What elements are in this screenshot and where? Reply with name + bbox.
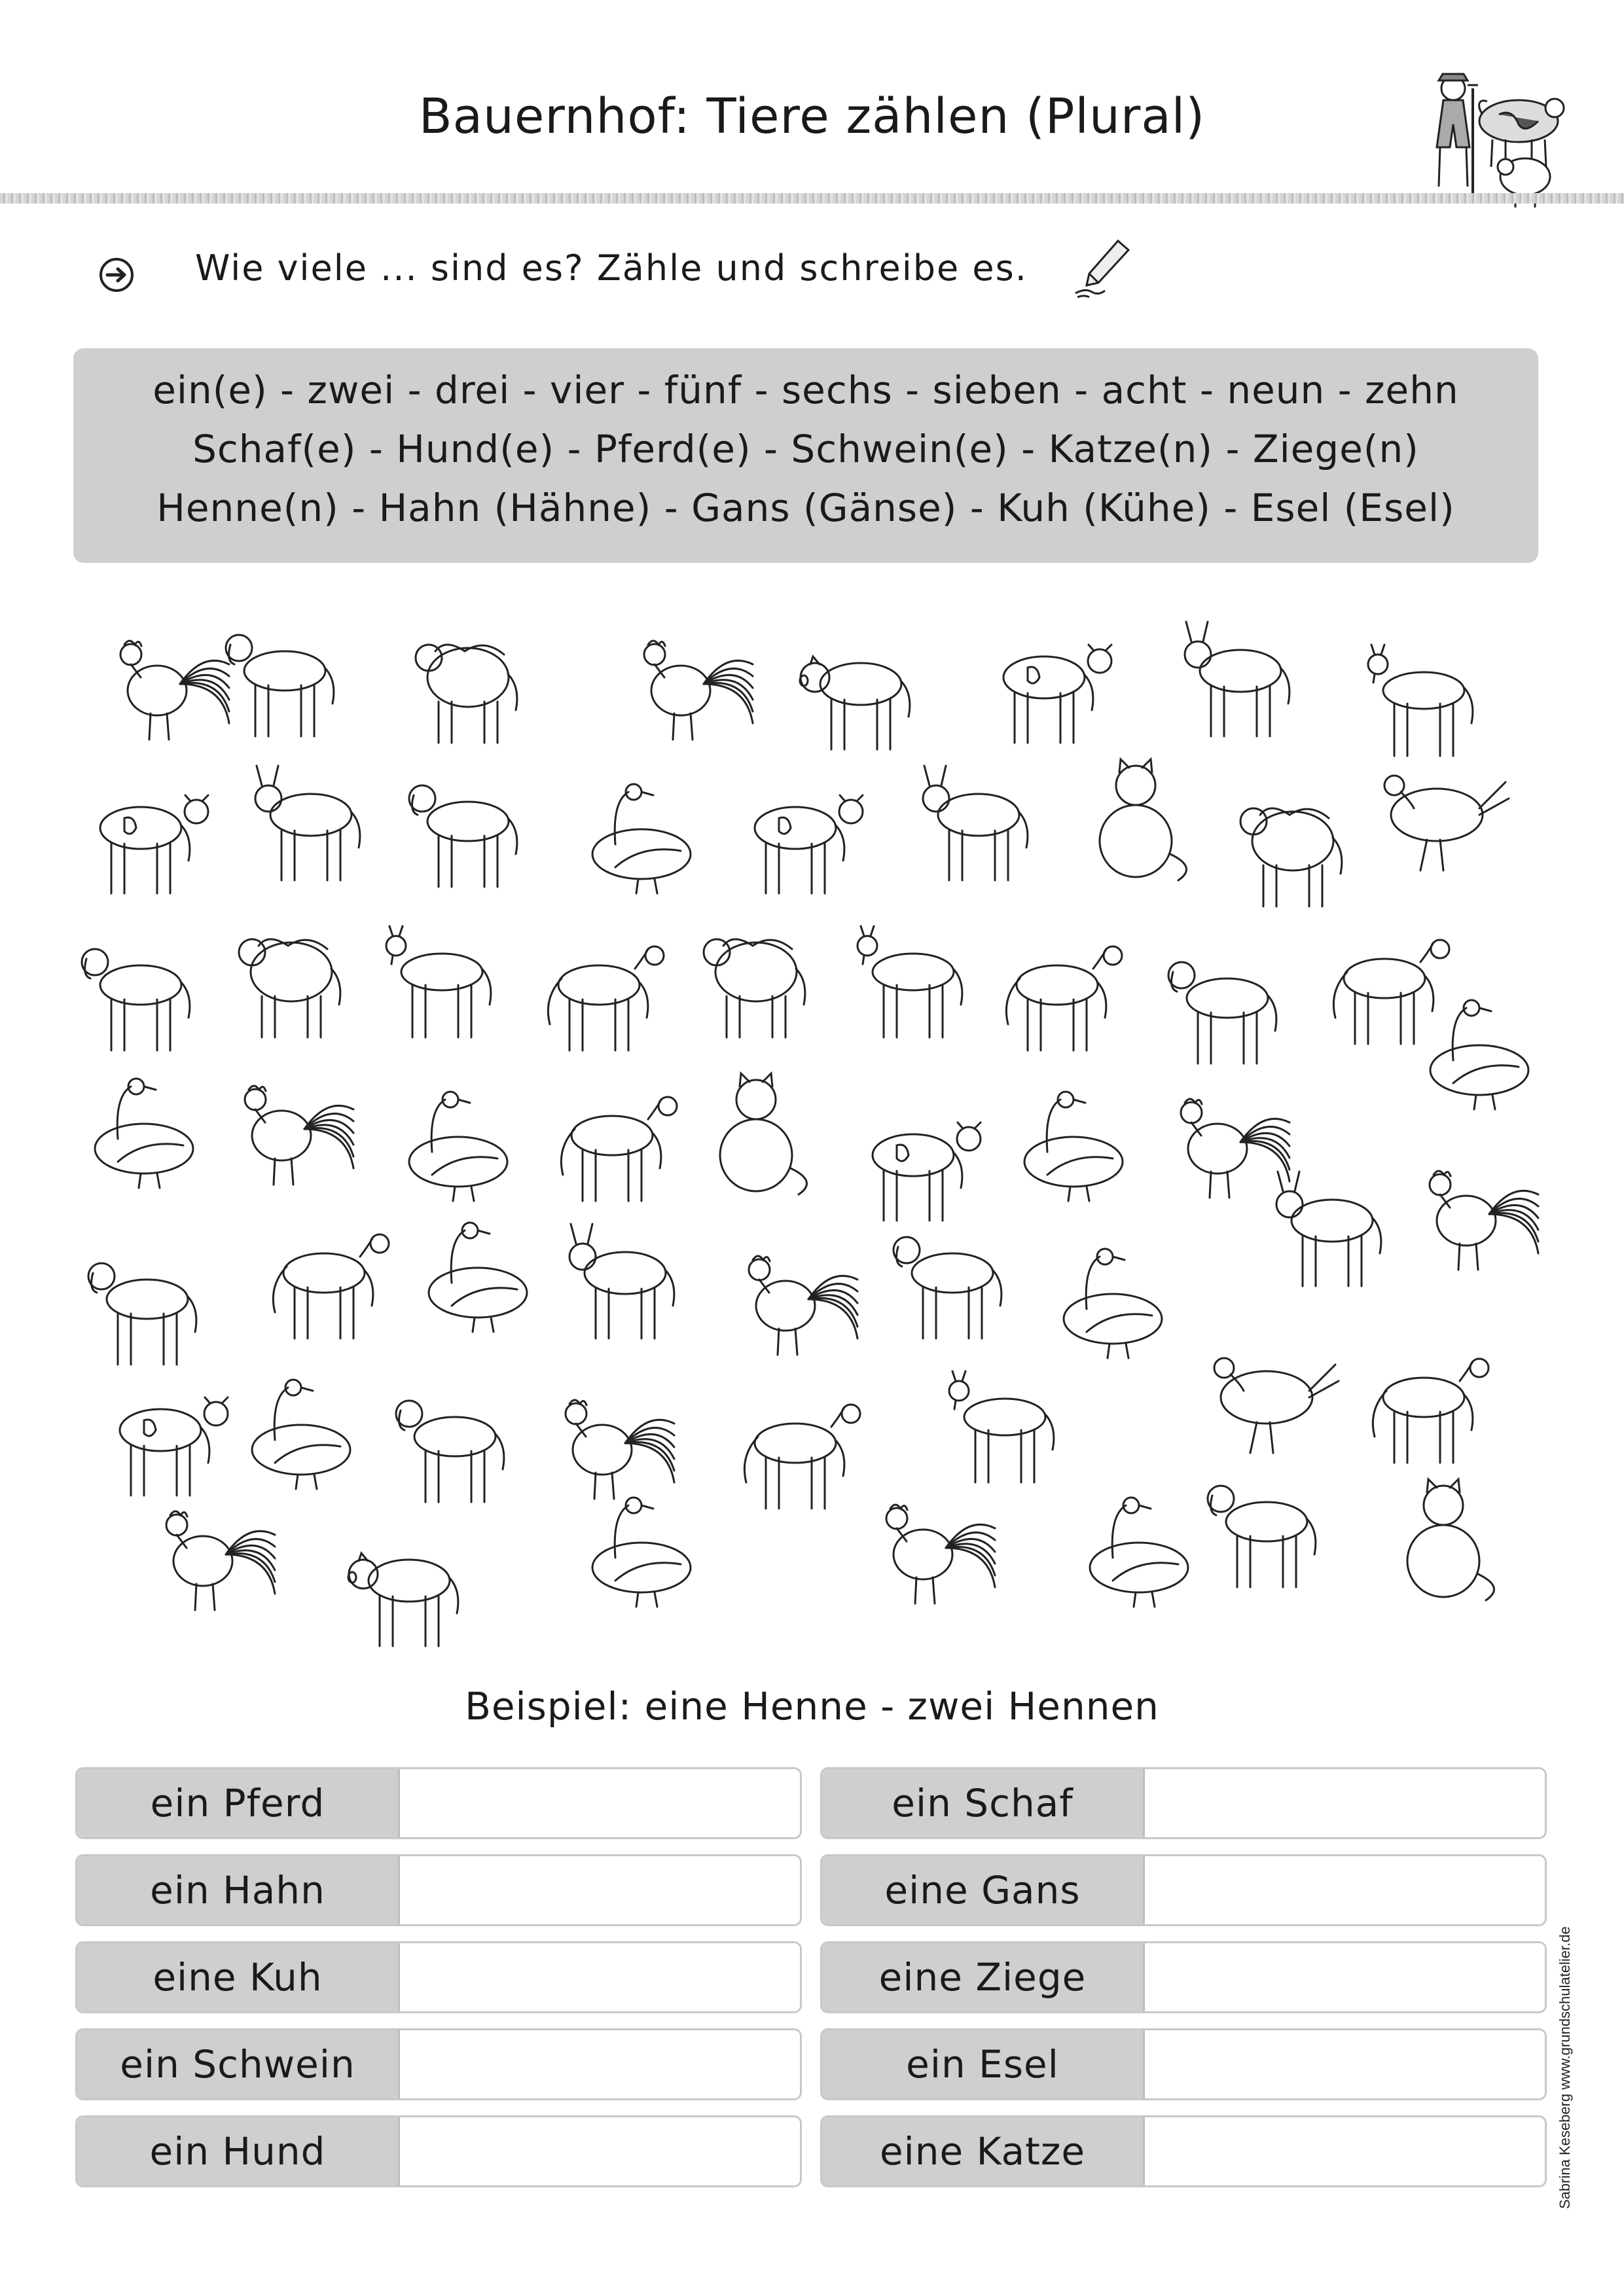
- cow-drawing: [120, 1397, 228, 1496]
- rooster-drawing: [566, 1400, 674, 1499]
- rooster-drawing: [166, 1511, 275, 1610]
- rooster-drawing: [644, 641, 753, 740]
- cow-drawing: [755, 795, 863, 893]
- horse-drawing: [744, 1405, 860, 1509]
- sheep-drawing: [704, 939, 805, 1037]
- goat-drawing: [857, 926, 962, 1037]
- horse-drawing: [548, 946, 664, 1050]
- rooster-drawing: [1181, 1099, 1290, 1198]
- rooster-drawing: [120, 641, 229, 740]
- word-bank-animals-1: Schaf(e) - Hund(e) - Pferd(e) - Schwein(e) - Katze(n) - Ziege(n): [192, 427, 1419, 471]
- word-bank-animals-2: Henne(n) - Hahn (Hähne) - Gans (Gänse) - Kuh (Kühe) - Esel (Esel): [156, 486, 1455, 530]
- cat-drawing: [1407, 1479, 1494, 1600]
- word-bank: [73, 348, 1538, 563]
- answer-label: ein Hund: [77, 2117, 400, 2185]
- farmer-with-cow-and-sheep-icon: [1414, 62, 1571, 213]
- goose-drawing: [1064, 1249, 1162, 1358]
- answer-input-schaf[interactable]: [1145, 1769, 1545, 1837]
- goose-drawing: [1024, 1092, 1123, 1201]
- donkey-drawing: [923, 766, 1028, 880]
- goose-drawing: [95, 1079, 193, 1188]
- answer-row-pferd: [75, 1767, 802, 1839]
- goose-drawing: [592, 1498, 691, 1607]
- goat-drawing: [1368, 645, 1473, 756]
- credit-text: Sabrina Keseberg www.grundschulatelier.de: [1557, 1926, 1573, 2209]
- answer-row-ziege: [820, 1941, 1547, 2013]
- answer-row-kuh: [75, 1941, 802, 2013]
- goose-drawing: [409, 1092, 507, 1201]
- rooster-drawing: [1430, 1171, 1538, 1270]
- cow-drawing: [100, 795, 208, 893]
- answer-input-ziege[interactable]: [1145, 1943, 1545, 2011]
- answer-row-hund: [75, 2115, 802, 2187]
- answer-label: eine Katze: [822, 2117, 1145, 2185]
- answer-label: eine Gans: [822, 1856, 1145, 1924]
- horse-drawing: [1333, 940, 1449, 1044]
- donkey-drawing: [1185, 622, 1290, 736]
- horse-drawing: [1373, 1359, 1489, 1463]
- goose-drawing: [592, 784, 691, 893]
- animal-illustrations: [65, 612, 1571, 1659]
- hen-drawing: [1384, 776, 1509, 870]
- cat-drawing: [1100, 759, 1187, 880]
- goose-drawing: [1430, 1000, 1528, 1109]
- goose-drawing: [252, 1380, 350, 1489]
- horse-drawing: [561, 1097, 677, 1201]
- answer-input-kuh[interactable]: [400, 1943, 800, 2011]
- page-title: Bauernhof: Tiere zählen (Plural): [418, 88, 1206, 145]
- answer-row-hahn: [75, 1854, 802, 1926]
- sheep-drawing: [239, 939, 340, 1037]
- goose-drawing: [429, 1223, 527, 1332]
- goat-drawing: [386, 926, 491, 1037]
- rooster-drawing: [886, 1505, 995, 1604]
- instruction-text: Wie viele ... sind es? Zähle und schreibe es.: [195, 247, 1028, 289]
- donkey-drawing: [255, 766, 360, 880]
- sheep-drawing: [1240, 808, 1342, 906]
- word-bank-numbers: ein(e) - zwei - drei - vier - fünf - sechs - sieben - acht - neun - zehn: [153, 368, 1459, 412]
- answer-input-schwein[interactable]: [400, 2030, 800, 2098]
- dog-drawing: [409, 785, 517, 887]
- answer-input-gans[interactable]: [1145, 1856, 1545, 1924]
- dog-drawing: [226, 635, 334, 736]
- donkey-drawing: [569, 1224, 674, 1338]
- dog-drawing: [396, 1401, 504, 1502]
- sheep-drawing: [416, 645, 517, 743]
- horse-drawing: [273, 1234, 389, 1338]
- answer-input-hahn[interactable]: [400, 1856, 800, 1924]
- answer-input-katze[interactable]: [1145, 2117, 1545, 2185]
- pencil-icon: [1072, 236, 1138, 301]
- donkey-drawing: [1276, 1172, 1381, 1286]
- answer-label: eine Kuh: [77, 1943, 400, 2011]
- hen-drawing: [1214, 1358, 1339, 1453]
- header-divider: [0, 193, 1624, 204]
- answer-label: ein Schaf: [822, 1769, 1145, 1837]
- dog-drawing: [1168, 962, 1276, 1064]
- answer-input-hund[interactable]: [400, 2117, 800, 2185]
- answer-row-esel: [820, 2028, 1547, 2100]
- answer-input-pferd[interactable]: [400, 1769, 800, 1837]
- answer-row-schwein: [75, 2028, 802, 2100]
- dog-drawing: [1208, 1486, 1316, 1587]
- pig-drawing: [800, 656, 910, 749]
- arrow-right-circle-icon: [98, 257, 135, 293]
- answer-row-schaf: [820, 1767, 1547, 1839]
- answer-label: ein Hahn: [77, 1856, 400, 1924]
- dog-drawing: [82, 949, 190, 1050]
- cat-drawing: [720, 1073, 807, 1194]
- rooster-drawing: [749, 1256, 857, 1355]
- rooster-drawing: [245, 1086, 353, 1185]
- example-sentence: Beispiel: eine Henne - zwei Hennen: [465, 1684, 1159, 1729]
- answer-input-esel[interactable]: [1145, 2030, 1545, 2098]
- dog-drawing: [893, 1237, 1001, 1338]
- cow-drawing: [1003, 645, 1111, 743]
- goat-drawing: [949, 1371, 1054, 1482]
- dog-drawing: [88, 1263, 196, 1365]
- answer-label: ein Esel: [822, 2030, 1145, 2098]
- answer-row-gans: [820, 1854, 1547, 1926]
- goose-drawing: [1090, 1498, 1188, 1607]
- horse-drawing: [1006, 946, 1122, 1050]
- answer-label: ein Schwein: [77, 2030, 400, 2098]
- cow-drawing: [873, 1122, 981, 1221]
- answer-label: ein Pferd: [77, 1769, 400, 1837]
- answer-row-katze: [820, 2115, 1547, 2187]
- pig-drawing: [348, 1553, 458, 1646]
- answer-label: eine Ziege: [822, 1943, 1145, 2011]
